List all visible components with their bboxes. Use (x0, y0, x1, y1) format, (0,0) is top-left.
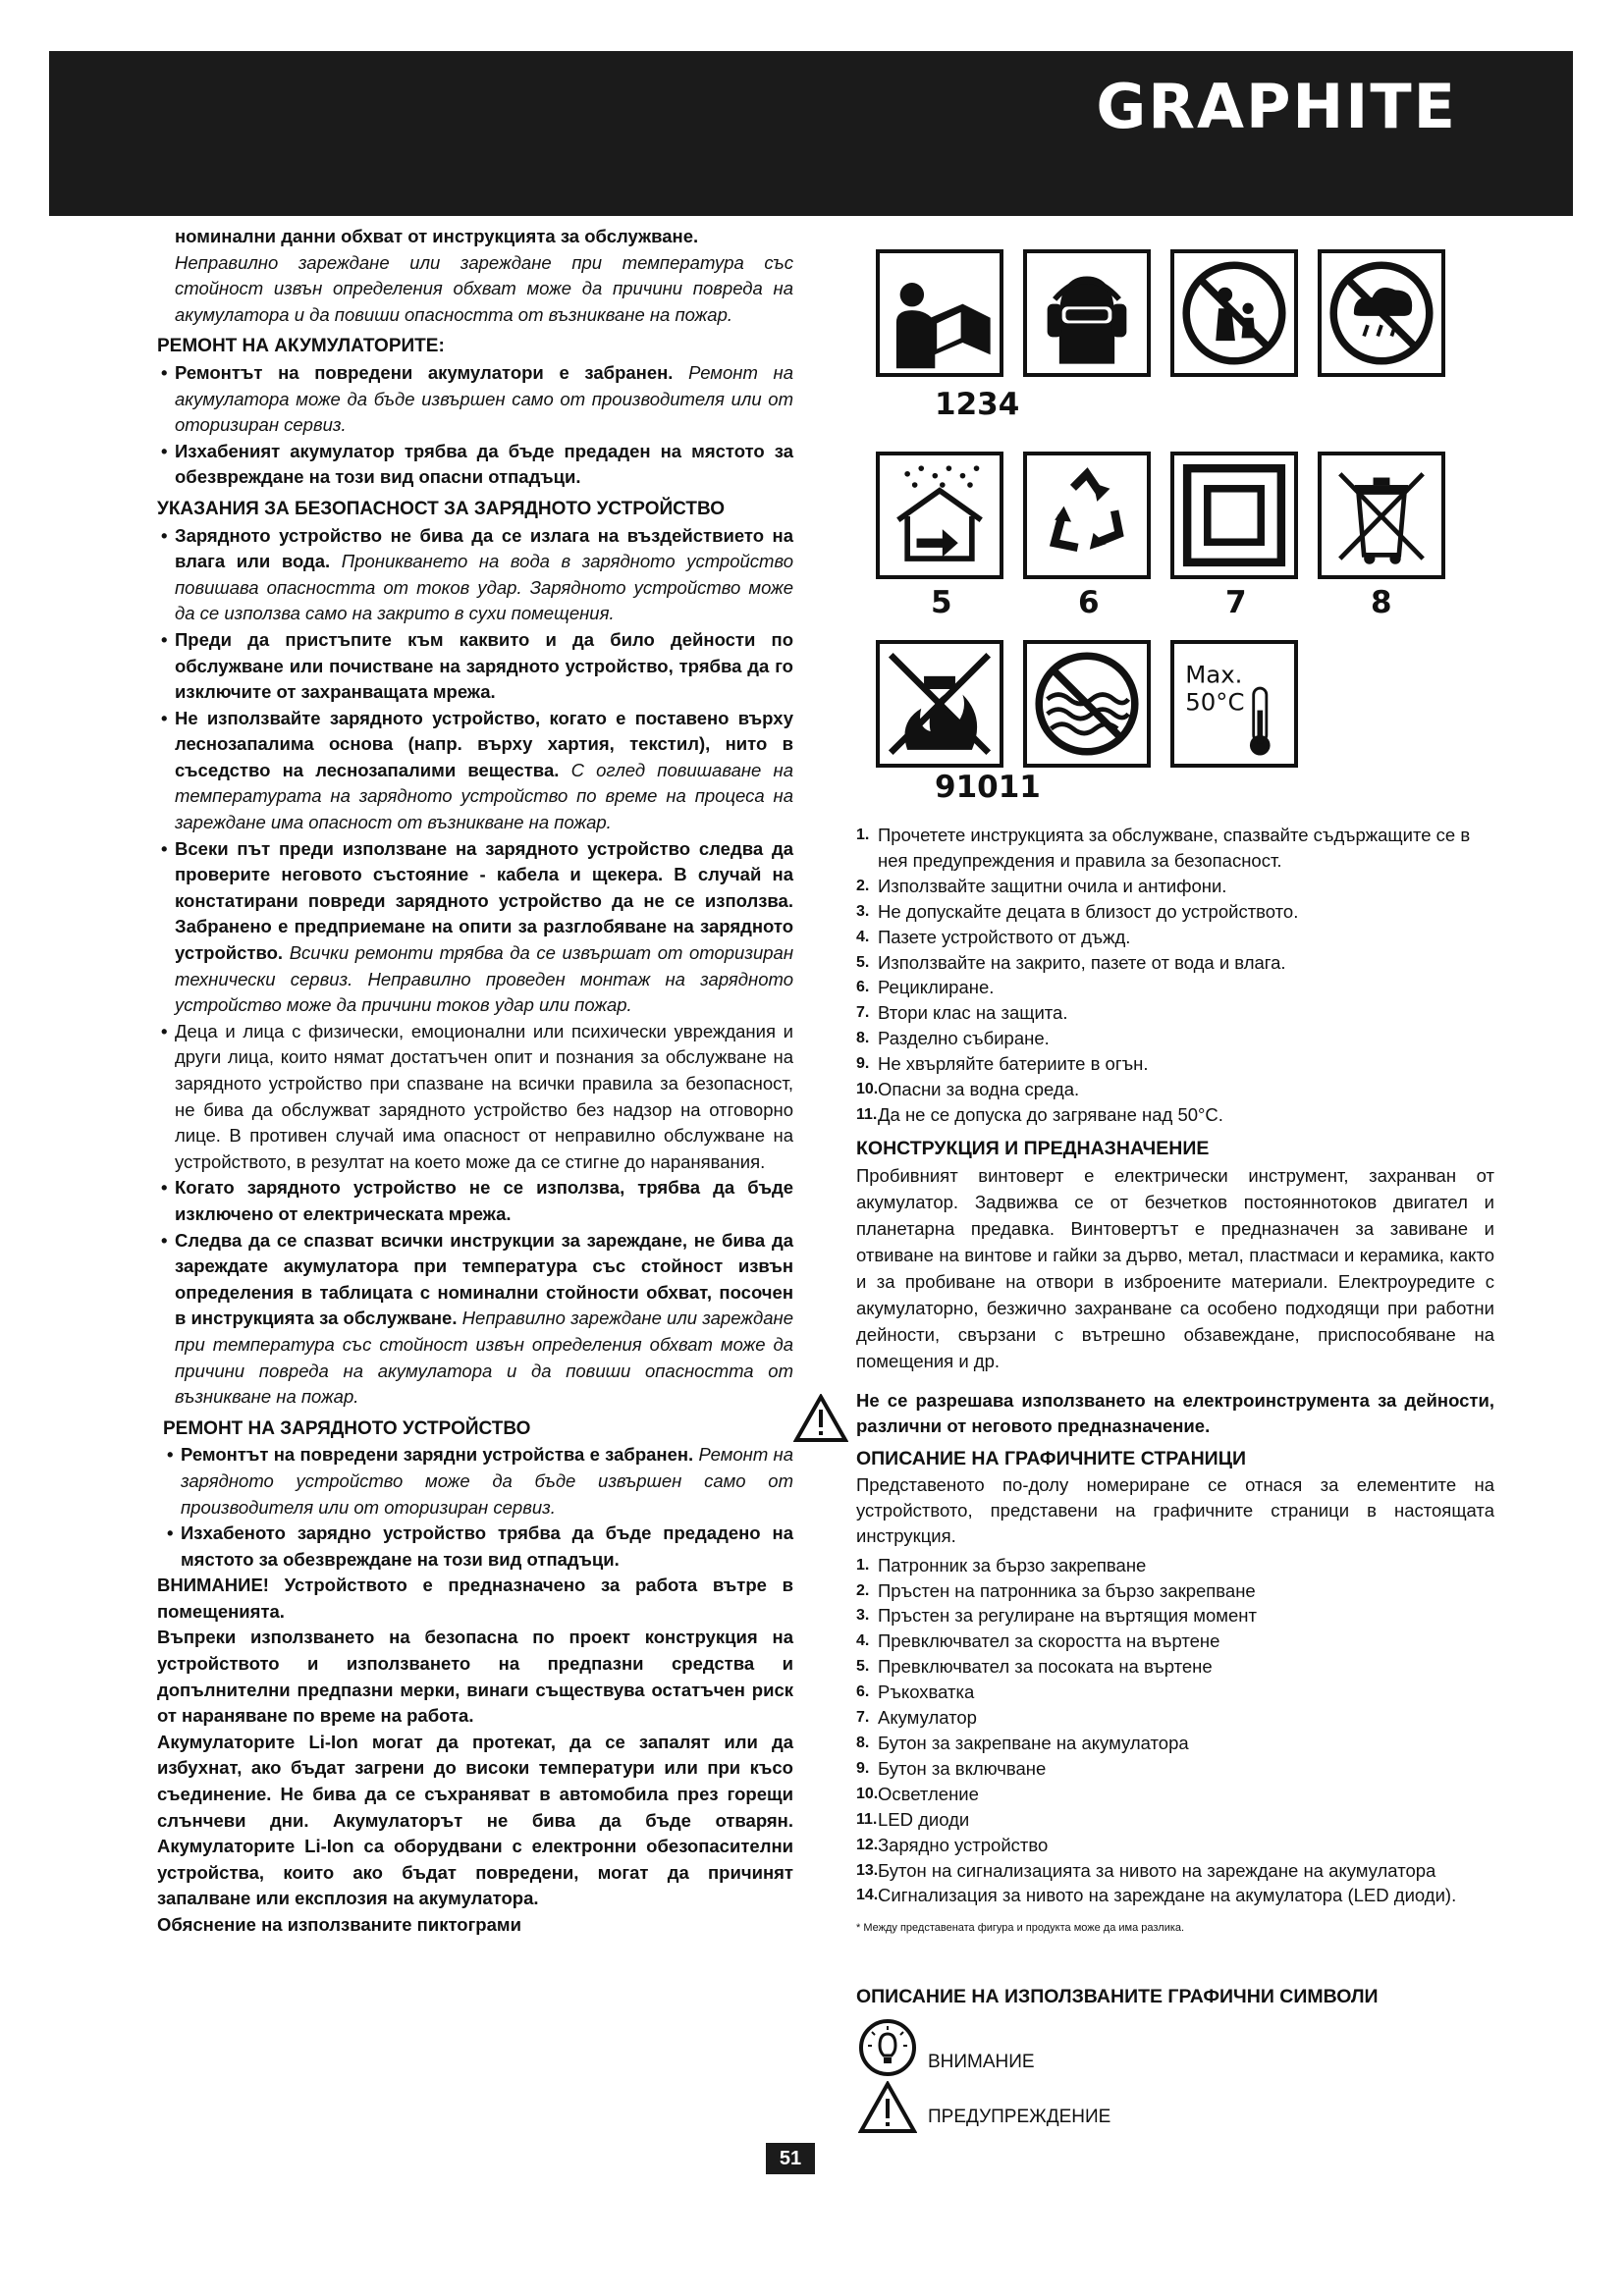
pictograms-heading: Обяснение на използваните пиктограми (157, 1914, 521, 1935)
graphic-pages-section (856, 1447, 1494, 1942)
pictogram-explanation-text: Пазете устройството от дъжд. (878, 926, 1131, 947)
component-text: Ръкохватка (878, 1682, 975, 1703)
charger-repair-item: • Ремонтът на повредени зарядни устройства е забранен. Ремонт на зарядното устройство може да бъде извършен само от производителя или от оторизиран сервиз. (163, 1442, 793, 1521)
max-label: Max. (1185, 660, 1243, 689)
component-item (856, 1603, 1494, 1629)
heading-charger-repair: РЕМОНТ НА ЗАРЯДНОТО УСТРОЙСТВО (163, 1417, 531, 1439)
pictogram-explanation-item (856, 925, 1494, 950)
intro-bold: номинални данни обхват от инструкцията за обслужване. (175, 226, 699, 246)
component-text: Пръстен за регулиране на въртящия момент (878, 1605, 1257, 1627)
goggles-earmuffs-icon (1023, 249, 1151, 377)
brand-logo: GRAPHITE (1096, 71, 1457, 142)
pictogram-explanation-item (856, 1051, 1494, 1077)
component-number: 5. (856, 1658, 870, 1676)
component-text: Сигнализация за нивото на зареждане на акумулатора (LED диоди). (878, 1885, 1457, 1906)
usage-warning: Не се разрешава използването на електроинструмента за дейности, различни от неговото предназначение. (856, 1390, 1494, 1436)
pictogram-explanation-item (856, 874, 1494, 899)
component-text: Патронник за бързо закрепване (878, 1554, 1147, 1575)
charger-safety-item: • Всеки път преди използване на зарядното устройство следва да проверите неговото състояние - кабела и щекера. В случай на констатирани повреди зарядното устройство да не се използва. Забранено е предприемане на опити за разглобяване на зарядното устройство. Всички ремонти трябва да се извършат от оторизиран технически сервиз. Неправилно проведен монтаж на зарядното устройство може да причини токов удар или пожар. (157, 836, 793, 1019)
component-text: Осветление (878, 1783, 979, 1804)
construction-title: КОНСТРУКЦИЯ И ПРЕДНАЗНАЧЕНИЕ (856, 1138, 1210, 1159)
charger-safety-item: • Зарядното устройство не бива да се излага на въздействието на влага или вода. Проникването на вода в зарядното устройство повишава опасността от токов удар. Зарядното устройство може да се използва само на закрито в сухи помещения. (157, 523, 793, 627)
component-item (856, 1883, 1494, 1908)
charger-safety-item: • Когато зарядното устройство не се използва, трябва да бъде изключено от електрическата мрежа. (157, 1175, 793, 1227)
pictogram-label-6: 6 (1078, 585, 1100, 620)
pictogram-explanation-text: Използвайте защитни очила и антифони. (878, 875, 1227, 896)
temp-label: 50°C (1185, 687, 1245, 717)
warning-triangle-icon (793, 1394, 848, 1443)
charger-repair-item: • Изхабеното зарядно устройство трябва да бъде предадено на мястото за обезвреждане на този вид отпадъци. (163, 1521, 793, 1573)
liion-warning: Акумулаторите Li-Ion могат да протекат, да се запалят или да избухнат, ако бъдат загрени до високи температури или при късо съединение. Не бива да се съхраняват в автомобила през горещи слънчеви дни. Акумулаторът не бива да бъде отварян. Акумулаторите Li-Ion са оборудвани с електронни обезопасителни устройства, които ако бъдат повредени, могат да причинят запалване или експлозия на акумулатора. (157, 1731, 793, 1909)
pictogram-explanation-item (856, 1000, 1494, 1026)
component-number: 10. (856, 1785, 879, 1802)
pictogram-label-7: 7 (1225, 585, 1247, 620)
component-item (856, 1578, 1494, 1604)
pictogram-label-1234: 1234 (935, 387, 1020, 422)
attention-label: ВНИМАНИЕ (928, 2052, 1035, 2072)
component-item (856, 1756, 1494, 1782)
pictogram-explanation-number: 9. (856, 1055, 870, 1073)
component-item (856, 1731, 1494, 1756)
component-text: Превключвател за посоката на въртене (878, 1656, 1213, 1678)
charger-safety-item: • Не използвайте зарядното устройство, когато е поставено върху леснозапалима основа (напр. върху хартия, текстил), нито в съседство на леснозапалими вещества. С оглед повишаване на температурата на зарядното устройство по време на процеса на зареждане има опасност от възникване на пожар. (157, 706, 793, 836)
warning-label: ПРЕДУПРЕЖДЕНИЕ (928, 2107, 1111, 2127)
component-item (856, 1833, 1494, 1858)
pictogram-explanation-item (856, 975, 1494, 1000)
figure-note: * Между представената фигура и продукта може да има разлика. (856, 1922, 1185, 1935)
recycling-icon (1023, 452, 1151, 579)
component-text: LED диоди (878, 1808, 970, 1830)
symbols-section (856, 1985, 1494, 2010)
pictogram-explanation-text: Втори клас на защита. (878, 1002, 1068, 1024)
no-children-icon (1170, 249, 1298, 377)
component-number: 14. (856, 1887, 879, 1904)
component-text: Превключвател за скоростта на въртене (878, 1630, 1220, 1652)
pictogram-explanation-item (856, 899, 1494, 925)
component-item (856, 1553, 1494, 1578)
pictogram-explanation-number: 3. (856, 902, 870, 920)
component-text: Пръстен на патронника за бързо закрепване (878, 1579, 1256, 1601)
pictogram-explanation-number: 10. (856, 1081, 879, 1098)
pictogram-label-5: 5 (931, 585, 952, 620)
heading-battery-repair: РЕМОНТ НА АКУМУЛАТОРИТЕ: (157, 336, 445, 357)
component-number: 11. (856, 1810, 878, 1828)
max-temperature-icon (1170, 640, 1298, 768)
pictogram-explanation-item (856, 823, 1494, 874)
pictogram-explanation-number: 8. (856, 1030, 870, 1047)
pictogram-explanation-number: 1. (856, 827, 870, 843)
component-text: Акумулатор (878, 1707, 977, 1729)
component-number: 7. (856, 1709, 870, 1727)
separate-collection-icon (1318, 452, 1445, 579)
component-item (856, 1629, 1494, 1654)
attention-lightbulb-icon (858, 2018, 917, 2077)
aquatic-hazard-icon (1023, 640, 1151, 768)
symbols-title: ОПИСАНИЕ НА ИЗПОЛЗВАНИТЕ ГРАФИЧНИ СИМВОЛИ (856, 1986, 1379, 2007)
pictogram-explanation-text: Да не се допуска до загряване над 50°C. (878, 1103, 1223, 1125)
battery-repair-item: • Изхабеният акумулатор трябва да бъде предаден на мястото за обезвреждане на този вид опасни отпадъци. (157, 439, 793, 491)
component-number: 13. (856, 1861, 879, 1879)
pictogram-explanation-text: Рециклиране. (878, 977, 995, 998)
component-number: 12. (856, 1836, 879, 1853)
pictogram-explanation-item (856, 1102, 1494, 1128)
pictogram-explanation-item (856, 1026, 1494, 1051)
component-item (856, 1858, 1494, 1884)
component-item (856, 1654, 1494, 1680)
pictogram-explanation-number: 2. (856, 877, 870, 894)
component-item (856, 1705, 1494, 1731)
component-text: Бутон за включване (878, 1757, 1047, 1779)
pictogram-explanation-text: Разделно събиране. (878, 1028, 1050, 1049)
intro-italic: Неправилно зареждане или зареждане при температура със стойност извън определения обхват може да причини повреда на акумулатора и да повиши опасността от възникване на пожар. (175, 251, 793, 325)
pictogram-explanation-text: Използвайте на закрито, пазете от вода и влага. (878, 951, 1286, 973)
pictogram-explanations (856, 823, 1494, 1128)
component-item (856, 1782, 1494, 1807)
pictogram-explanation-number: 4. (856, 928, 870, 945)
pictogram-explanation-number: 7. (856, 1004, 870, 1022)
construction-text: Пробивният винтоверт е електрически инструмент, захранван от акумулатор. Задвижва се от безчетков постояннотоков двигател и планетарна предавка. Винтовертът е предназначен за завиване и отвиване на винтове и гайки за дърво, метал, пластмаси и керамика, както и за пробиване на отвори в изброените материали. Електроуредите с акумулаторно, безжично захранване са особено подходящи при работни дейности, свързани с вътрешно обзавеждане, приспособяване на помещения и др. (856, 1164, 1494, 1371)
no-fire-battery-icon (876, 640, 1003, 768)
component-number: 1. (856, 1556, 870, 1574)
component-text: Бутон за закрепване на акумулатора (878, 1732, 1189, 1753)
component-number: 9. (856, 1759, 870, 1777)
read-manual-icon (876, 249, 1003, 377)
indoor-use-icon (876, 452, 1003, 579)
component-number: 8. (856, 1734, 870, 1751)
pictogram-label-8: 8 (1371, 585, 1392, 620)
class-two-protection-icon (1170, 452, 1298, 579)
pictogram-explanation-text: Опасни за водна среда. (878, 1079, 1080, 1100)
charger-safety-item: • Преди да пристъпите към каквито и да било дейности по обслужване или почистване на зарядното устройство, трябва да го изключите от захранващата мрежа. (157, 627, 793, 706)
pictogram-explanation-number: 6. (856, 979, 870, 996)
component-item (856, 1680, 1494, 1705)
component-item (856, 1807, 1494, 1833)
pictogram-explanation-number: 11. (856, 1105, 878, 1123)
graphic-title: ОПИСАНИЕ НА ГРАФИЧНИТЕ СТРАНИЦИ (856, 1448, 1246, 1469)
pictogram-explanation-number: 5. (856, 953, 870, 971)
pictogram-explanation-item (856, 1077, 1494, 1102)
pictogram-explanation-text: Не хвърляйте батериите в огън. (878, 1053, 1149, 1075)
pictogram-explanation-item (856, 950, 1494, 976)
pictogram-explanation-text: Не допускайте децата в близост до устройството. (878, 900, 1299, 922)
pictogram-explanation-text: Прочетете инструкцията за обслужване, спазвайте съдържащите се в нея предупреждения и правила за безопасност. (878, 825, 1471, 871)
graphic-intro: Представеното по-долу номериране се отнася за елементите на устройството, представени на графичните страници в настоящата инструкция. (856, 1473, 1494, 1546)
heading-charger-safety: УКАЗАНИЯ ЗА БЕЗОПАСНОСТ ЗА ЗАРЯДНОТО УСТРОЙСТВО (157, 498, 726, 519)
charger-safety-item: • Следва да се спазват всички инструкции за зареждане, не бива да зареждате акумулатора при температура със стойност извън определения в таблицата с номинални стойности обхват, посочен в инструкцията за обслужване. Неправилно зареждане или зареждане при температура със стойност извън определения обхват може да причини повреда на акумулатора и да повиши опасността от възникване на пожар. (157, 1228, 793, 1411)
page-number: 51 (766, 2143, 815, 2174)
left-column (157, 224, 793, 1939)
residual-risk: Въпреки използването на безопасна по проект конструкция на устройството и използването на предпазни средства и допълнителни предпазни мерки, винаги съществува остатъчен риск от нараняване по време на работа. (157, 1627, 793, 1727)
construction-section (856, 1137, 1494, 1374)
component-number: 3. (856, 1607, 870, 1625)
component-number: 4. (856, 1632, 870, 1650)
charger-safety-item: • Деца и лица с физически, емоционални или психически увреждания и други лица, които нямат достатъчен опит и познания за обслужване на зарядното устройство при спазване на всички правила за безопасност, не бива да обслужват зарядното устройство без надзор на отговорно лице. В противен случай има опасност от неправилно обслужване на устройството, в резултат на което може да се стигне до наранявания. (157, 1019, 793, 1176)
component-text: Бутон на сигнализацията за нивото на зареждане на акумулатора (878, 1859, 1436, 1881)
pictogram-label-91011: 91011 (935, 770, 1041, 805)
warning-symbol-icon (858, 2081, 917, 2134)
no-rain-icon (1318, 249, 1445, 377)
component-number: 2. (856, 1581, 870, 1599)
component-text: Зарядно устройство (878, 1834, 1049, 1855)
battery-repair-item: • Ремонтът на повредени акумулатори е забранен. Ремонт на акумулатора може да бъде извършен само от производителя или от оторизиран сервиз. (157, 360, 793, 439)
component-number: 6. (856, 1683, 870, 1701)
attention-note: ВНИМАНИЕ! Устройството е предназначено за работа вътре в помещенията. (157, 1575, 793, 1622)
